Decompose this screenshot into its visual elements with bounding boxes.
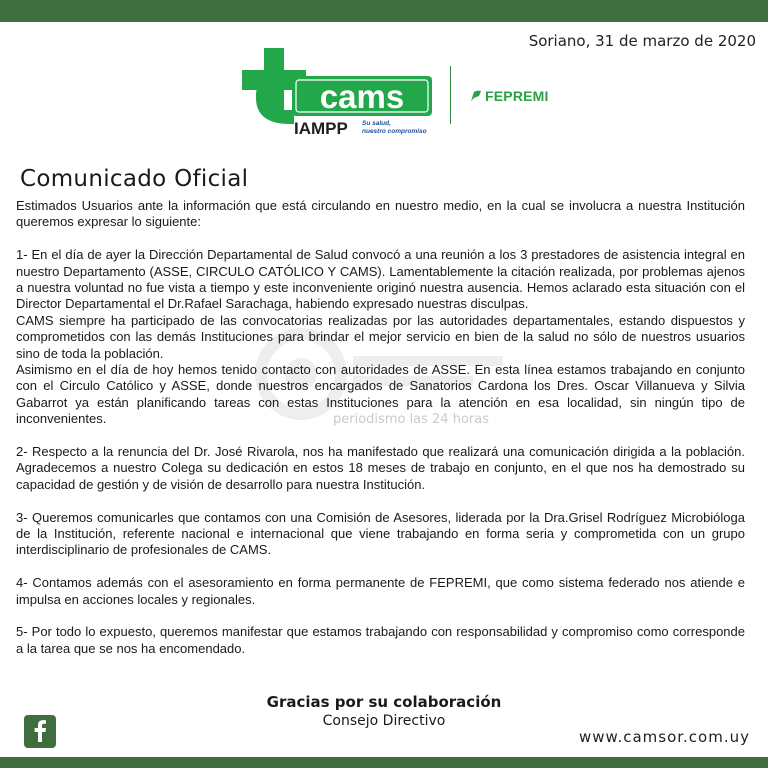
- date-line: Soriano, 31 de marzo de 2020: [528, 32, 756, 50]
- signature-line: Consejo Directivo: [322, 713, 446, 729]
- cams-tagline-2: nuestro compromiso: [362, 128, 427, 135]
- website-link[interactable]: www.camsor.com.uy: [579, 728, 750, 746]
- logo-divider: [450, 66, 451, 124]
- cams-wordmark: cams: [319, 78, 405, 115]
- page-title: Comunicado Oficial: [20, 166, 249, 192]
- paragraph-1: 1- En el día de ayer la Dirección Departamental de Salud convocó a una reunión a los 3 prestadores de asistencia integral en nuestro Departamento (ASSE, CIRCULO CATÓLICO Y CAMS). Lamentablemente la citación realizada, por problemas ajenos a nuestra voluntad no fue vista a tiempo y este inconveniente originó nuestra ausencia. Hemos aclarado esta situación con el Director Departamental el Dr.Rafael Sarachaga, habiendo expresado nuestras disculpas.: [16, 247, 745, 312]
- cams-subtitle: IAMPP: [294, 119, 348, 138]
- fepremi-logo: [470, 86, 549, 106]
- cams-logo: [234, 46, 434, 138]
- paragraph-5: 5- Por todo lo expuesto, queremos manifestar que estamos trabajando con responsabilidad y compromiso como corresponde a la tarea que se nos ha encomendado.: [16, 624, 745, 656]
- top-bar: [0, 0, 768, 22]
- cams-tagline-1: Su salud,: [362, 120, 391, 127]
- facebook-icon[interactable]: [24, 715, 56, 748]
- communique-body: [16, 198, 745, 657]
- fepremi-leaf-icon: [470, 90, 482, 102]
- paragraph-1b: CAMS siempre ha participado de las convocatorias realizadas por las autoridades departamentales, estando dispuestos y comprometidos con las demás Instituciones para brindar el mejor servicio en bien de la salud no sólo de nuestros usuarios sino de toda la población.: [16, 312, 745, 361]
- paragraph-3: 3- Queremos comunicarles que contamos con una Comisión de Asesores, liderada por la Dra.Grisel Rodríguez Microbióloga de la Institución, referente nacional e internacional que viene trabajando en forma seria y comprometida con un grupo interdisciplinario de profesionales de CAMS.: [16, 509, 745, 558]
- paragraph-2: 2- Respecto a la renuncia del Dr. José Rivarola, nos ha manifestado que realizará una comunicación dirigida a la población. Agradecemos a nuestro Colega su dedicación en estos 18 meses de trabajo en conjunto, en el que nos ha demostrado su capacidad de gestión y de visión de desarrollo para nuestra Institución.: [16, 444, 745, 492]
- paragraph-4: 4- Contamos además con el asesoramiento en forma permanente de FEPREMI, que como sistema federado nos atiende e impulsa en acciones locales y regionales.: [16, 575, 745, 607]
- watermark-text: periodismo las 24 horas: [333, 412, 489, 427]
- paragraph-1c: Asimismo en el día de hoy hemos tenido contacto con autoridades de ASSE. En esta línea estamos trabajando en conjunto con el Circulo Católico y ASSE, donde nuestros encargados de Sanatorios Cardona los Dres. Oscar Villanueva y Silvia Gabarrot ya están planificando tareas con estas Instituciones para la atención en esa localidad, sin ningún tipo de inconvenientes.: [16, 362, 745, 427]
- bottom-bar: [0, 757, 768, 768]
- fepremi-wordmark: FEPREMI: [485, 88, 549, 104]
- intro-paragraph: Estimados Usuarios ante la información que está circulando en nuestro medio, en la cual se involucra a nuestra Institución queremos expresar lo siguiente:: [16, 198, 745, 230]
- thanks-line: Gracias por su colaboración: [266, 693, 502, 711]
